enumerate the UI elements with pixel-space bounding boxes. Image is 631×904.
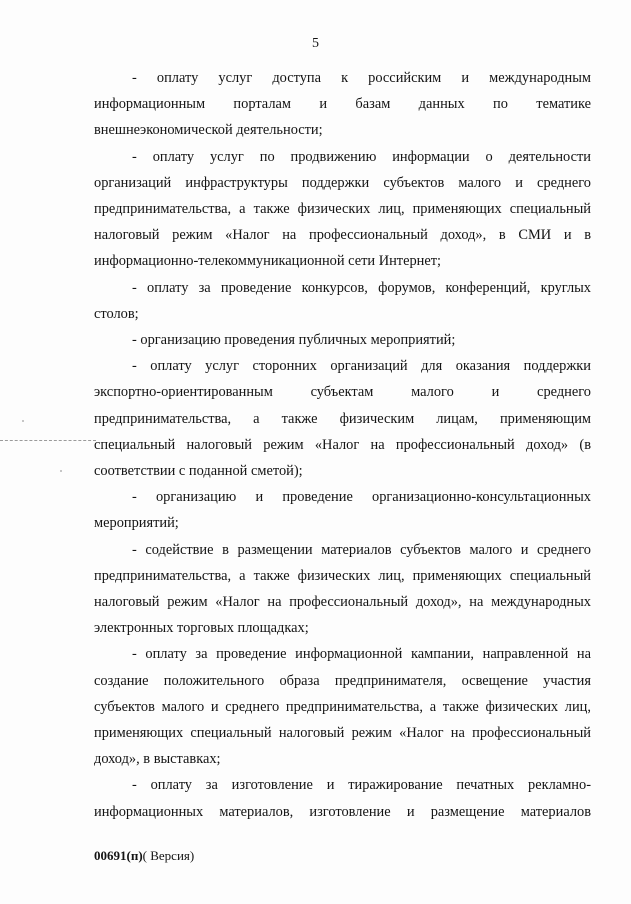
scan-artifact-dot: [60, 470, 62, 472]
paragraph-line: налоговый режим «Налог на профессиональный доход», на международных: [94, 594, 591, 611]
paragraph-line: - организацию проведения публичных мероприятий;: [132, 332, 456, 349]
scan-artifact-line: [0, 440, 96, 441]
paragraph-line: предпринимательства, а также физическим лицам, применяющим: [94, 410, 591, 427]
list-paragraph: [94, 327, 591, 353]
list-paragraph: [94, 484, 591, 536]
document-body: [94, 65, 591, 825]
paragraph-line: - содействие в размещении материалов субъектов малого и среднего: [132, 541, 591, 558]
document-version: ( Версия): [142, 848, 195, 863]
paragraph-line: мероприятий;: [94, 515, 179, 532]
paragraph-line: - оплату за проведение информационной кампании, направленной на: [132, 646, 591, 663]
paragraph-line: применяющих специальный налоговый режим «Налог на профессиональный: [94, 725, 591, 742]
document-footer: [94, 848, 194, 864]
paragraph-line: информационным порталам и базам данных по тематике: [94, 96, 591, 113]
list-paragraph: [94, 537, 591, 642]
scan-artifact-dot: [22, 420, 24, 422]
list-paragraph: [94, 353, 591, 484]
paragraph-line: электронных торговых площадках;: [94, 620, 309, 637]
list-paragraph: [94, 65, 591, 144]
paragraph-line: столов;: [94, 305, 139, 322]
paragraph-line: внешнеэкономической деятельности;: [94, 122, 323, 139]
paragraph-line: субъектов малого и среднего предпринимательства, а также физических лиц,: [94, 698, 591, 715]
paragraph-line: налоговый режим «Налог на профессиональный доход», в СМИ и в: [94, 227, 591, 244]
paragraph-line: организаций инфраструктуры поддержки субъектов малого и среднего: [94, 174, 591, 191]
list-paragraph: [94, 772, 591, 824]
paragraph-line: соответствии с поданной сметой);: [94, 463, 303, 480]
list-paragraph: [94, 144, 591, 275]
paragraph-line: - оплату услуг доступа к российским и международным: [132, 70, 591, 86]
paragraph-line: создание положительного образа предпринимателя, освещение участия: [94, 672, 591, 689]
list-paragraph: [94, 275, 591, 327]
document-code: 00691(п): [94, 848, 143, 863]
paragraph-line: информационных материалов, изготовление и размещение материалов: [94, 803, 591, 820]
paragraph-line: - организацию и проведение организационно-консультационных: [132, 489, 591, 506]
paragraph-line: информационно-телекоммуникационной сети Интернет;: [94, 253, 442, 270]
paragraph-line: предпринимательства, а также физических лиц, применяющих специальный: [94, 567, 591, 584]
paragraph-line: - оплату за проведение конкурсов, форумов, конференций, круглых: [132, 279, 591, 296]
paragraph-line: - оплату услуг сторонних организаций для оказания поддержки: [132, 358, 591, 375]
paragraph-line: специальный налоговый режим «Налог на профессиональный доход» (в: [94, 436, 591, 453]
paragraph-line: доход», в выставках;: [94, 751, 221, 768]
list-paragraph: [94, 641, 591, 772]
paragraph-line: экспортно-ориентированным субъектам малого и среднего: [94, 384, 591, 401]
page-number: 5: [312, 36, 319, 51]
paragraph-line: - оплату услуг по продвижению информации о деятельности: [132, 148, 591, 165]
paragraph-line: предпринимательства, а также физических лиц, применяющих специальный: [94, 201, 591, 218]
paragraph-line: - оплату за изготовление и тиражирование печатных рекламно-: [132, 777, 591, 794]
